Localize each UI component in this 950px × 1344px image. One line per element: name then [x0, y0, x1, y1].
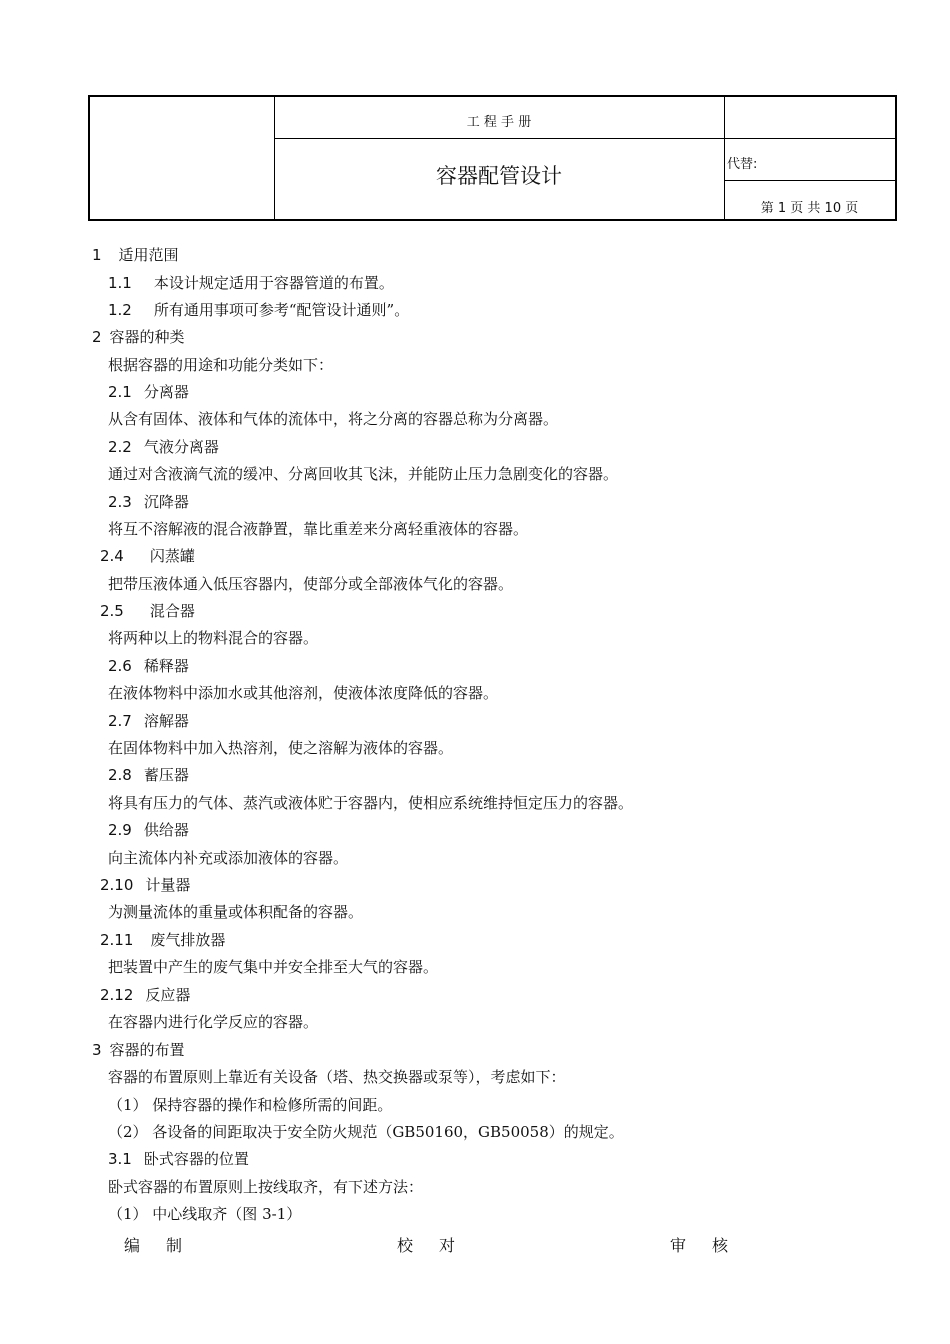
header-divider	[274, 138, 895, 139]
paragraph: 把带压液体通入低压容器内，使部分或全部液体气化的容器。	[108, 575, 514, 593]
section-item: 2.8 蓄压器	[108, 766, 189, 784]
replace-label: 代替:	[727, 157, 758, 172]
section-item: 1.2 所有通用事项可参考“配管设计通则”。	[108, 301, 410, 319]
list-item: （2） 各设备的间距取决于安全防火规范（GB50160，GB50058）的规定。	[108, 1123, 624, 1141]
page-title: 容器配管设计	[436, 164, 562, 188]
section-item: 2.1 分离器	[108, 383, 189, 401]
section-item: 2.11 废气排放器	[100, 931, 226, 949]
paragraph: 将具有压力的气体、蒸汽或液体贮于容器内，使相应系统维持恒定压力的容器。	[108, 794, 634, 812]
paragraph: 将两种以上的物料混合的容器。	[108, 629, 319, 647]
paragraph: 容器的布置原则上靠近有关设备（塔、热交换器或泵等），考虑如下：	[108, 1068, 566, 1086]
header-divider	[724, 180, 895, 181]
sign-review-label: 审核	[670, 1236, 755, 1255]
section-item: 2.12 反应器	[100, 986, 191, 1004]
section-item: 2.10 计量器	[100, 876, 191, 894]
section-item: 2.6 稀释器	[108, 657, 189, 675]
list-item: （1） 保持容器的操作和检修所需的间距。	[108, 1096, 393, 1114]
section-heading: 1 适用范围	[92, 246, 179, 264]
document-header	[88, 95, 897, 221]
paragraph: 根据容器的用途和功能分类如下：	[108, 356, 334, 374]
paragraph: 在液体物料中添加水或其他溶剂，使液体浓度降低的容器。	[108, 684, 499, 702]
list-item: （1） 中心线取齐（图 3-1）	[108, 1205, 302, 1223]
section-item: 3.1 卧式容器的位置	[108, 1150, 249, 1168]
paragraph: 向主流体内补充或添加液体的容器。	[108, 849, 349, 867]
section-item: 2.5 混合器	[100, 602, 195, 620]
section-item: 2.3 沉降器	[108, 493, 189, 511]
section-heading: 2 容器的种类	[92, 328, 185, 346]
paragraph: 在容器内进行化学反应的容器。	[108, 1013, 319, 1031]
sign-check-label: 校对	[397, 1236, 482, 1255]
section-item: 1.1 本设计规定适用于容器管道的布置。	[108, 274, 394, 292]
paragraph: 为测量流体的重量或体积配备的容器。	[108, 903, 364, 921]
paragraph: 卧式容器的布置原则上按线取齐，有下述方法：	[108, 1178, 424, 1196]
manual-label: 工 程 手 册	[466, 115, 532, 130]
section-item: 2.2 气液分离器	[108, 438, 219, 456]
page-info: 第 1 页 共 10 页	[760, 201, 859, 216]
paragraph: 在固体物料中加入热溶剂，使之溶解为液体的容器。	[108, 739, 454, 757]
paragraph: 将互不溶解液的混合液静置，靠比重差来分离轻重液体的容器。	[108, 520, 529, 538]
paragraph: 从含有固体、液体和气体的流体中，将之分离的容器总称为分离器。	[108, 410, 559, 428]
paragraph: 把装置中产生的废气集中并安全排至大气的容器。	[108, 958, 439, 976]
section-item: 2.9 供给器	[108, 821, 189, 839]
section-heading: 3 容器的布置	[92, 1041, 185, 1059]
section-item: 2.4 闪蒸罐	[100, 547, 195, 565]
paragraph: 通过对含液滴气流的缓冲、分离回收其飞沫，并能防止压力急剧变化的容器。	[108, 465, 619, 483]
section-item: 2.7 溶解器	[108, 712, 189, 730]
sign-draft-label: 编制	[124, 1236, 209, 1255]
